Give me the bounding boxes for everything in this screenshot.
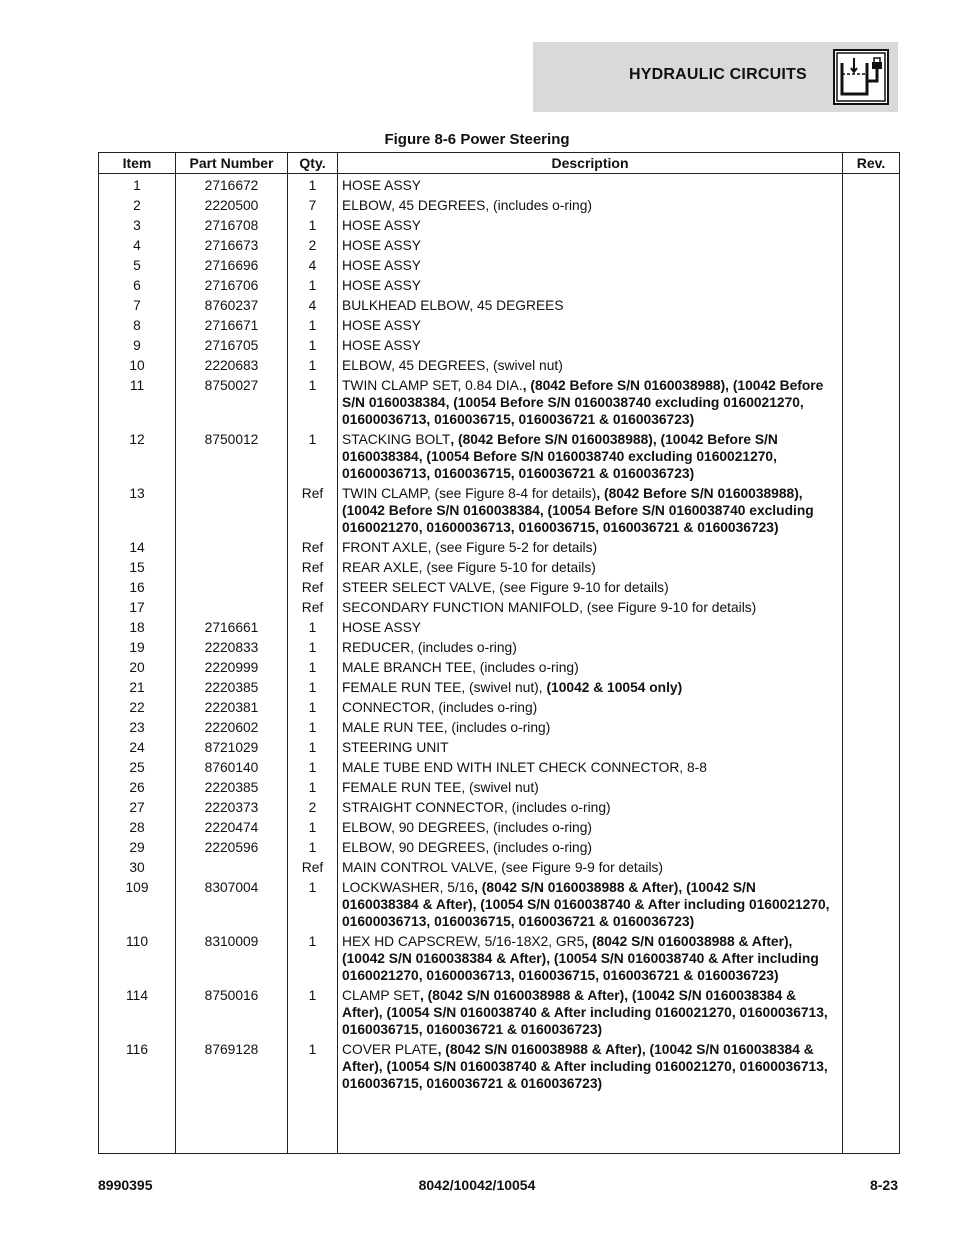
description-text: SECONDARY FUNCTION MANIFOLD, (see Figure 9-10 for details) <box>342 600 757 615</box>
revision <box>843 818 900 838</box>
quantity: 1 <box>288 818 338 838</box>
table-row <box>99 376 900 430</box>
hydraulic-reservoir-icon <box>833 49 889 105</box>
description <box>338 638 843 658</box>
quantity: 1 <box>288 336 338 356</box>
description-text: COVER PLATE <box>342 1042 438 1057</box>
table-row <box>99 932 900 986</box>
part-number: 2220381 <box>176 698 288 718</box>
part-number: 2220602 <box>176 718 288 738</box>
table-row <box>99 558 900 578</box>
quantity: 1 <box>288 618 338 638</box>
item-number: 30 <box>99 858 176 878</box>
serial-number-note: , (8042 S/N 0160038988 & After), (10042 S/N 0160038384 & After), (10054 S/N 0160038740 & After including 0160021270, 01600036713, 0160036715, 0160036721 & 0160036723) <box>342 988 828 1037</box>
revision <box>843 276 900 296</box>
description-text: REDUCER, (includes o-ring) <box>342 640 517 655</box>
description <box>338 578 843 598</box>
item-number: 21 <box>99 678 176 698</box>
part-number <box>176 538 288 558</box>
quantity: Ref <box>288 578 338 598</box>
table-row <box>99 818 900 838</box>
column-header-qty: Qty. <box>288 153 338 174</box>
table-row <box>99 296 900 316</box>
revision <box>843 778 900 798</box>
description <box>338 778 843 798</box>
parts-table <box>98 152 900 1154</box>
part-number: 2220373 <box>176 798 288 818</box>
quantity: Ref <box>288 558 338 578</box>
quantity: Ref <box>288 598 338 618</box>
description <box>338 296 843 316</box>
quantity: Ref <box>288 858 338 878</box>
quantity: 1 <box>288 698 338 718</box>
description <box>338 538 843 558</box>
item-number: 7 <box>99 296 176 316</box>
table-row <box>99 336 900 356</box>
item-number: 28 <box>99 818 176 838</box>
part-number: 8307004 <box>176 878 288 932</box>
table-row <box>99 356 900 376</box>
serial-number-note: , (8042 Before S/N 0160038988), (10042 Before S/N 0160038384, (10054 Before S/N 0160038740 excluding 0160021270, 01600036713, 0160036715, 0160036721 & 0160036723) <box>342 378 824 427</box>
quantity: 1 <box>288 778 338 798</box>
revision <box>843 376 900 430</box>
section-header <box>533 42 898 112</box>
description-text: ELBOW, 90 DEGREES, (includes o-ring) <box>342 820 592 835</box>
description <box>338 986 843 1040</box>
revision <box>843 538 900 558</box>
description-text: STEER SELECT VALVE, (see Figure 9-10 for details) <box>342 580 669 595</box>
part-number: 2716696 <box>176 256 288 276</box>
table-row <box>99 430 900 484</box>
revision <box>843 558 900 578</box>
part-number: 2220474 <box>176 818 288 838</box>
table-row <box>99 698 900 718</box>
description <box>338 376 843 430</box>
description <box>338 256 843 276</box>
part-number: 2220500 <box>176 196 288 216</box>
footer-models: 8042/10042/10054 <box>418 1177 536 1193</box>
description-text: REAR AXLE, (see Figure 5-10 for details) <box>342 560 596 575</box>
table-filler-row <box>99 1094 900 1154</box>
item-number: 114 <box>99 986 176 1040</box>
quantity: 1 <box>288 878 338 932</box>
description <box>338 236 843 256</box>
serial-number-note: , (8042 Before S/N 0160038988), (10042 Before S/N 0160038384, (10054 Before S/N 0160038740 excluding 0160021270, 01600036713, 0160036715, 0160036721 & 0160036723) <box>342 486 814 535</box>
revision <box>843 698 900 718</box>
item-number: 5 <box>99 256 176 276</box>
part-number <box>176 858 288 878</box>
description <box>338 336 843 356</box>
part-number: 8750027 <box>176 376 288 430</box>
quantity: 1 <box>288 758 338 778</box>
description <box>338 678 843 698</box>
table-row <box>99 738 900 758</box>
column-header-rev: Rev. <box>843 153 900 174</box>
description-text: TWIN CLAMP SET, 0.84 DIA. <box>342 378 523 393</box>
table-row <box>99 1040 900 1094</box>
description-text: ELBOW, 45 DEGREES, (includes o-ring) <box>342 198 592 213</box>
revision <box>843 738 900 758</box>
description-text: HOSE ASSY <box>342 218 421 233</box>
part-number: 8760140 <box>176 758 288 778</box>
item-number: 13 <box>99 484 176 538</box>
table-row <box>99 538 900 558</box>
serial-number-note: , (8042 S/N 0160038988 & After), (10042 S/N 0160038384 & After), (10054 S/N 0160038740 & After including 0160021270, 01600036713, 0160036715, 0160036721 & 0160036723) <box>342 1042 828 1091</box>
part-number: 2716708 <box>176 216 288 236</box>
part-number: 8750012 <box>176 430 288 484</box>
quantity: 1 <box>288 216 338 236</box>
item-number: 23 <box>99 718 176 738</box>
table-row <box>99 578 900 598</box>
revision <box>843 638 900 658</box>
table-row <box>99 838 900 858</box>
revision <box>843 878 900 932</box>
quantity: 7 <box>288 196 338 216</box>
description <box>338 738 843 758</box>
part-number: 8750016 <box>176 986 288 1040</box>
item-number: 9 <box>99 336 176 356</box>
description <box>338 316 843 336</box>
revision <box>843 678 900 698</box>
table-row <box>99 618 900 638</box>
item-number: 4 <box>99 236 176 256</box>
description <box>338 558 843 578</box>
description <box>338 174 843 196</box>
quantity: 1 <box>288 986 338 1040</box>
item-number: 25 <box>99 758 176 778</box>
item-number: 15 <box>99 558 176 578</box>
item-number: 22 <box>99 698 176 718</box>
footer-doc-number: 8990395 <box>98 1177 153 1193</box>
description-text: MALE RUN TEE, (includes o-ring) <box>342 720 551 735</box>
description <box>338 276 843 296</box>
table-row <box>99 196 900 216</box>
description-text: STRAIGHT CONNECTOR, (includes o-ring) <box>342 800 611 815</box>
part-number: 2220385 <box>176 678 288 698</box>
quantity: 2 <box>288 798 338 818</box>
item-number: 19 <box>99 638 176 658</box>
part-number: 2220385 <box>176 778 288 798</box>
revision <box>843 986 900 1040</box>
serial-number-note: , (8042 S/N 0160038988 & After), (10042 S/N 0160038384 & After), (10054 S/N 0160038740 & After including 0160021270, 01600036713, 0160036715, 0160036721 & 0160036723) <box>342 934 819 983</box>
quantity: 1 <box>288 678 338 698</box>
item-number: 26 <box>99 778 176 798</box>
quantity: Ref <box>288 538 338 558</box>
part-number: 2220999 <box>176 658 288 678</box>
revision <box>843 316 900 336</box>
quantity: 1 <box>288 658 338 678</box>
item-number: 1 <box>99 174 176 196</box>
item-number: 8 <box>99 316 176 336</box>
description <box>338 658 843 678</box>
revision <box>843 598 900 618</box>
description <box>338 718 843 738</box>
serial-number-note: , (8042 S/N 0160038988 & After), (10042 S/N 0160038384 & After), (10054 S/N 0160038740 & After including 0160021270, 01600036713, 0160036715, 0160036721 & 0160036723) <box>342 880 830 929</box>
item-number: 20 <box>99 658 176 678</box>
description-text: STEERING UNIT <box>342 740 449 755</box>
item-number: 6 <box>99 276 176 296</box>
description <box>338 484 843 538</box>
column-header-description: Description <box>338 153 843 174</box>
description <box>338 698 843 718</box>
item-number: 12 <box>99 430 176 484</box>
description-text: FEMALE RUN TEE, (swivel nut) <box>342 780 539 795</box>
table-row <box>99 236 900 256</box>
description <box>338 878 843 932</box>
table-row <box>99 598 900 618</box>
description-text: HOSE ASSY <box>342 178 421 193</box>
part-number: 8769128 <box>176 1040 288 1094</box>
revision <box>843 174 900 196</box>
part-number: 2716673 <box>176 236 288 256</box>
quantity: 1 <box>288 316 338 336</box>
table-row <box>99 256 900 276</box>
column-header-part-number: Part Number <box>176 153 288 174</box>
revision <box>843 838 900 858</box>
footer-page-number: 8-23 <box>869 1177 898 1193</box>
quantity: 1 <box>288 174 338 196</box>
part-number <box>176 484 288 538</box>
revision <box>843 658 900 678</box>
quantity: 1 <box>288 1040 338 1094</box>
description-text: HOSE ASSY <box>342 278 421 293</box>
item-number: 10 <box>99 356 176 376</box>
description <box>338 798 843 818</box>
revision <box>843 798 900 818</box>
description <box>338 356 843 376</box>
revision <box>843 196 900 216</box>
quantity: Ref <box>288 484 338 538</box>
table-row <box>99 216 900 236</box>
item-number: 14 <box>99 538 176 558</box>
table-row <box>99 986 900 1040</box>
revision <box>843 356 900 376</box>
revision <box>843 718 900 738</box>
item-number: 24 <box>99 738 176 758</box>
part-number: 2716705 <box>176 336 288 356</box>
section-title: HYDRAULIC CIRCUITS <box>629 66 807 83</box>
table-row <box>99 778 900 798</box>
description <box>338 758 843 778</box>
item-number: 109 <box>99 878 176 932</box>
table-row <box>99 718 900 738</box>
table-header-row <box>99 153 900 174</box>
item-number: 116 <box>99 1040 176 1094</box>
description <box>338 1040 843 1094</box>
description <box>338 818 843 838</box>
revision <box>843 618 900 638</box>
table-row <box>99 484 900 538</box>
part-number: 2716706 <box>176 276 288 296</box>
part-number: 2220683 <box>176 356 288 376</box>
description-text: MALE TUBE END WITH INLET CHECK CONNECTOR, 8-8 <box>342 760 707 775</box>
revision <box>843 256 900 276</box>
part-number: 2716671 <box>176 316 288 336</box>
serial-number-note: (10042 & 10054 only) <box>546 680 683 695</box>
quantity: 1 <box>288 718 338 738</box>
revision <box>843 336 900 356</box>
revision <box>843 858 900 878</box>
part-number: 2220596 <box>176 838 288 858</box>
quantity: 2 <box>288 236 338 256</box>
part-number: 2716672 <box>176 174 288 196</box>
item-number: 18 <box>99 618 176 638</box>
revision <box>843 932 900 986</box>
item-number: 110 <box>99 932 176 986</box>
part-number <box>176 598 288 618</box>
item-number: 17 <box>99 598 176 618</box>
description <box>338 196 843 216</box>
item-number: 11 <box>99 376 176 430</box>
quantity: 1 <box>288 932 338 986</box>
revision <box>843 216 900 236</box>
table-row <box>99 678 900 698</box>
description <box>338 430 843 484</box>
table-row <box>99 858 900 878</box>
description-text: LOCKWASHER, 5/16 <box>342 880 475 895</box>
description-text: CLAMP SET <box>342 988 420 1003</box>
description-text: HOSE ASSY <box>342 238 421 253</box>
part-number: 2220833 <box>176 638 288 658</box>
part-number <box>176 578 288 598</box>
quantity: 4 <box>288 296 338 316</box>
quantity: 1 <box>288 838 338 858</box>
description-text: HOSE ASSY <box>342 338 421 353</box>
figure-title: Figure 8-6 Power Steering <box>384 131 570 148</box>
part-number: 8760237 <box>176 296 288 316</box>
revision <box>843 758 900 778</box>
item-number: 16 <box>99 578 176 598</box>
description <box>338 932 843 986</box>
description-text: CONNECTOR, (includes o-ring) <box>342 700 538 715</box>
revision <box>843 578 900 598</box>
description-text: ELBOW, 45 DEGREES, (swivel nut) <box>342 358 563 373</box>
table-row <box>99 798 900 818</box>
description-text: BULKHEAD ELBOW, 45 DEGREES <box>342 298 564 313</box>
quantity: 4 <box>288 256 338 276</box>
table-row <box>99 276 900 296</box>
table-row <box>99 316 900 336</box>
item-number: 3 <box>99 216 176 236</box>
revision <box>843 236 900 256</box>
description-text: STACKING BOLT <box>342 432 451 447</box>
description-text: MALE BRANCH TEE, (includes o-ring) <box>342 660 579 675</box>
description <box>338 838 843 858</box>
part-number: 2716661 <box>176 618 288 638</box>
quantity: 1 <box>288 430 338 484</box>
quantity: 1 <box>288 638 338 658</box>
item-number: 27 <box>99 798 176 818</box>
table-row <box>99 174 900 196</box>
quantity: 1 <box>288 276 338 296</box>
description-text: TWIN CLAMP, (see Figure 8-4 for details) <box>342 486 597 501</box>
part-number: 8310009 <box>176 932 288 986</box>
table-row <box>99 658 900 678</box>
description <box>338 598 843 618</box>
description-text: FRONT AXLE, (see Figure 5-2 for details) <box>342 540 598 555</box>
description-text: FEMALE RUN TEE, (swivel nut), <box>342 680 547 695</box>
description-text: HOSE ASSY <box>342 620 421 635</box>
item-number: 2 <box>99 196 176 216</box>
description-text: HEX HD CAPSCREW, 5/16-18X2, GR5 <box>342 934 585 949</box>
quantity: 1 <box>288 738 338 758</box>
revision <box>843 296 900 316</box>
table-row <box>99 638 900 658</box>
description-text: HOSE ASSY <box>342 258 421 273</box>
description <box>338 858 843 878</box>
description-text: HOSE ASSY <box>342 318 421 333</box>
quantity: 1 <box>288 376 338 430</box>
serial-number-note: , (8042 Before S/N 0160038988), (10042 Before S/N 0160038384, (10054 Before S/N 0160038740 excluding 0160021270, 01600036713, 0160036715, 0160036721 & 0160036723) <box>342 432 778 481</box>
part-number <box>176 558 288 578</box>
table-row <box>99 758 900 778</box>
revision <box>843 430 900 484</box>
part-number: 8721029 <box>176 738 288 758</box>
revision <box>843 1040 900 1094</box>
description-text: MAIN CONTROL VALVE, (see Figure 9-9 for details) <box>342 860 663 875</box>
table-row <box>99 878 900 932</box>
revision <box>843 484 900 538</box>
quantity: 1 <box>288 356 338 376</box>
item-number: 29 <box>99 838 176 858</box>
description <box>338 216 843 236</box>
column-header-item: Item <box>99 153 176 174</box>
description <box>338 618 843 638</box>
description-text: ELBOW, 90 DEGREES, (includes o-ring) <box>342 840 592 855</box>
